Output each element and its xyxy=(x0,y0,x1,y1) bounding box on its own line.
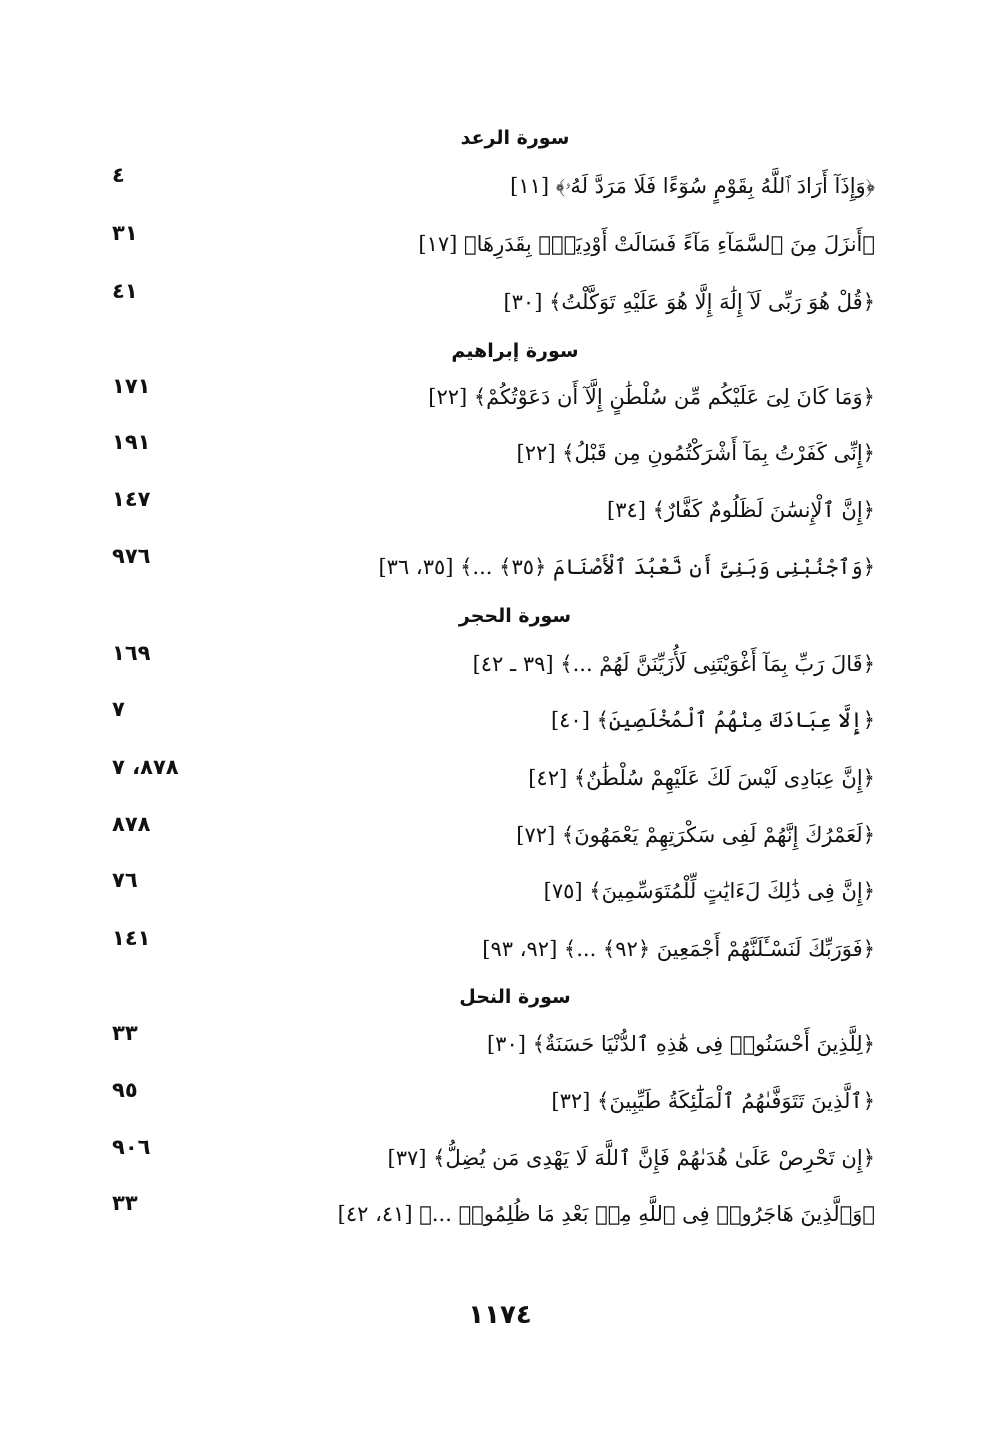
page-reference: ٩٧٦ xyxy=(112,544,151,568)
page-reference: ٤١ xyxy=(112,279,138,303)
page-reference: ٧٦ xyxy=(112,868,138,892)
index-entry xyxy=(100,1021,875,1064)
index-entry xyxy=(100,430,875,473)
verse-text: ﴿إِنِّى كَفَرْتُ بِمَآ أَشْرَكْتُمُونِ مِن قَبْلُ﴾ [٢٢] xyxy=(516,441,875,465)
verse-text: ﴿قَالَ رَبِّ بِمَآ أَغْوَيْتَنِى لَأُزَيِّنَنَّ لَهُمْ ...﴾ [٣٩ ـ ٤٢] xyxy=(472,652,875,676)
verse-text: ﴿إِن تَحْرِصْ عَلَىٰ هُدَىٰهُمْ فَإِنَّ ٱللَّهَ لَا يَهْدِى مَن يُضِلُّ﴾ [٣٧] xyxy=(387,1146,875,1170)
index-entry xyxy=(100,1191,875,1234)
verse-text: ﴿فَوَرَبِّكَ لَنَسْـَٔلَنَّهُمْ أَجْمَعِينَ ﴿٩٢﴾ ...﴾ [٩٢، ٩٣] xyxy=(482,937,875,961)
index-entry xyxy=(100,926,875,969)
verse-text: ﴿وَمَا كَانَ لِىَ عَلَيْكُم مِّن سُلْطَٰنٍ إِلَّآ أَن دَعَوْتُكُمْ﴾ [٢٢] xyxy=(428,385,875,409)
index-entry xyxy=(100,374,875,417)
verse-text: ﴿لَعَمْرُكَ إِنَّهُمْ لَفِى سَكْرَتِهِمْ يَعْمَهُونَ﴾ [٧٢] xyxy=(516,823,875,847)
verse-text: ﴿إِنَّ ٱلْإِنسَٰنَ لَظَلُومٌ كَفَّارٌ﴾ [٣٤] xyxy=(607,498,875,522)
index-entry xyxy=(100,812,875,855)
section-title-ibrahim: سورة إبراهيم xyxy=(451,340,579,362)
index-entry xyxy=(100,755,875,798)
page-reference: ١٤١ xyxy=(112,926,151,950)
verse-text: ﴿أَنزَلَ مِنَ ٱلسَّمَآءِ مَآءً فَسَالَتْ أَوْدِيَةٌۢ بِقَدَرِهَا﴾ [١٧] xyxy=(418,232,875,256)
page-reference: ٩٠٦ xyxy=(112,1135,151,1159)
index-entry xyxy=(100,544,875,587)
section-title-raad: سورة الرعد xyxy=(460,127,570,149)
verse-text: ﴿وَإِذَآ أَرَادَ ٱللَّهُ بِقَوْمٍ سُوٓءًا فَلَا مَرَدَّ لَهُۥ﴾ [١١] xyxy=(510,174,875,198)
section-title-nahl: سورة النحل xyxy=(459,986,571,1008)
page-reference: ٤ xyxy=(112,163,125,187)
page-number: ١١٧٤ xyxy=(468,1300,532,1330)
verse-text: ﴿إِلَّا عِبَادَكَ مِنْهُمُ ٱلْمُخْلَصِينَ﴾ [٤٠] xyxy=(550,708,875,732)
verse-text: ﴿لِلَّذِينَ أَحْسَنُوا۟ فِى هَٰذِهِ ٱلدُّنْيَا حَسَنَةٌ﴾ [٣٠] xyxy=(486,1032,875,1056)
page-reference: ١٤٧ xyxy=(112,487,151,511)
page-reference: ٨٧٨ xyxy=(112,812,151,836)
verse-text: ﴿قُلْ هُوَ رَبِّى لَآ إِلَٰهَ إِلَّا هُوَ عَلَيْهِ تَوَكَّلْتُ﴾ [٣٠] xyxy=(503,290,875,314)
page-reference: ١٩١ xyxy=(112,430,151,454)
page-reference: ٨٧٨، ٧ xyxy=(112,755,179,779)
page-reference: ٩٥ xyxy=(112,1078,138,1102)
index-entry xyxy=(100,1135,875,1178)
page-reference: ٣٣ xyxy=(112,1191,138,1215)
index-entry xyxy=(100,641,875,684)
page-reference: ٣٣ xyxy=(112,1021,138,1045)
page-reference: ١٦٩ xyxy=(112,641,151,665)
index-entry xyxy=(100,221,875,264)
index-entry xyxy=(100,1078,875,1121)
page-reference: ١٧١ xyxy=(112,374,151,398)
index-entry xyxy=(100,487,875,530)
verse-text: ﴿وَٱجْنُبْنِى وَبَنِىَّ أَن نَّعْبُدَ ٱلْأَصْنَامَ ﴿٣٥﴾ ...﴾ [٣٥، ٣٦] xyxy=(378,555,875,579)
index-entry xyxy=(100,163,875,206)
page-reference: ٧ xyxy=(112,697,125,721)
index-entry xyxy=(100,868,875,911)
index-entry xyxy=(100,279,875,322)
verse-text: ﴿إِنَّ عِبَادِى لَيْسَ لَكَ عَلَيْهِمْ سُلْطَٰنٌ﴾ [٤٢] xyxy=(528,766,875,790)
index-entry xyxy=(100,697,875,740)
verse-text: ﴿ٱلَّذِينَ تَتَوَفَّىٰهُمُ ٱلْمَلَٰٓئِكَةُ طَيِّبِينَ﴾ [٣٢] xyxy=(551,1089,875,1113)
verse-text: ﴿إِنَّ فِى ذَٰلِكَ لَءَايَٰتٍ لِّلْمُتَوَسِّمِينَ﴾ [٧٥] xyxy=(543,879,875,903)
page-reference: ٣١ xyxy=(112,221,138,245)
section-title-hijr: سورة الحجر xyxy=(458,605,572,627)
verse-text: ﴿وَٱلَّذِينَ هَاجَرُوا۟ فِى ٱللَّهِ مِنۢ بَعْدِ مَا ظُلِمُوا۟ ...﴾ [٤١، ٤٢] xyxy=(337,1202,875,1226)
